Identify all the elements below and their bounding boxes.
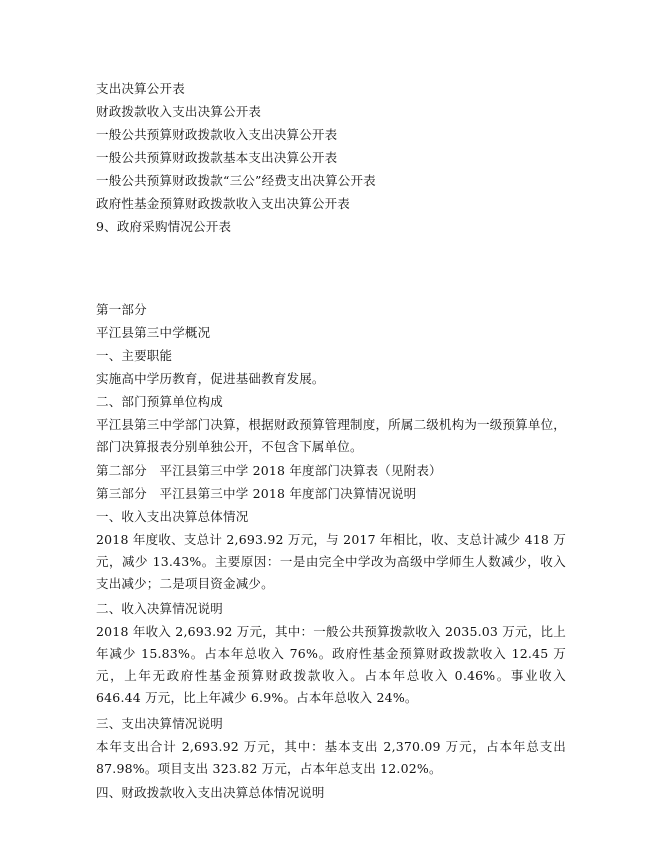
part-two-heading: 第二部分 平江县第三中学 2018 年度部门决算表（见附表） <box>96 463 442 478</box>
part-one-heading: 第一部分 <box>96 302 147 317</box>
toc-item-basic-expenditure-table: 一般公共预算财政拨款基本支出决算公开表 <box>96 150 338 165</box>
toc-item-procurement-table: 9、政府采购情况公开表 <box>96 219 232 234</box>
part-three-heading: 第三部分 平江县第三中学 2018 年度部门决算情况说明 <box>96 486 417 501</box>
expenditure-explanation-title: 三、支出决算情况说明 <box>96 716 224 731</box>
section-main-functions-title: 一、主要职能 <box>96 348 173 363</box>
section-unit-composition-title: 二、部门预算单位构成 <box>96 394 224 409</box>
toc-item-general-budget-table: 一般公共预算财政拨款收入支出决算公开表 <box>96 127 338 142</box>
income-expenditure-overview-title: 一、收入支出决算总体情况 <box>96 509 249 524</box>
income-explanation-text: 2018 年收入 2,693.92 万元，其中：一般公共预算拨款收入 2035.03 万元，比上年减少 15.83%。占本年总收入 76%。政府性基金预算财政拨款收入 12.45 万元，上年无政府性基金预算财政拨款收入。占本年总收入 0.46%。事业收入 646.44 万元，比上年减少 6.9%。占本年总收入 24%。 <box>96 624 566 705</box>
fiscal-allocation-overview-title: 四、财政拨款收入支出决算总体情况说明 <box>96 785 325 800</box>
section-unit-composition-text: 平江县第三中学部门决算，根据财政预算管理制度，所属二级机构为一级预算单位，部门决算报表分别单独公开，不包含下属单位。 <box>96 417 566 454</box>
income-expenditure-overview-text: 2018 年度收、支总计 2,693.92 万元，与 2017 年相比，收、支总计减少 418 万元，减少 13.43%。主要原因：一是由完全中学改为高级中学师生人数减少，收入支出减少；二是项目资金减少。 <box>96 532 566 591</box>
school-overview-heading: 平江县第三中学概况 <box>96 325 211 340</box>
expenditure-explanation-text: 本年支出合计 2,693.92 万元，其中：基本支出 2,370.09 万元，占本年总支出 87.98%。项目支出 323.82 万元，占本年总支出 12.02%。 <box>96 739 566 776</box>
toc-item-fiscal-allocation-table: 财政拨款收入支出决算公开表 <box>96 104 262 119</box>
section-main-functions-text: 实施高中学历教育，促进基础教育发展。 <box>96 371 325 386</box>
income-explanation-title: 二、收入决算情况说明 <box>96 601 224 616</box>
toc-item-three-public-table: 一般公共预算财政拨款“三公”经费支出决算公开表 <box>96 173 376 188</box>
toc-item-government-fund-table: 政府性基金预算财政拨款收入支出决算公开表 <box>96 196 351 211</box>
toc-item-expenditure-table: 支出决算公开表 <box>96 81 185 96</box>
